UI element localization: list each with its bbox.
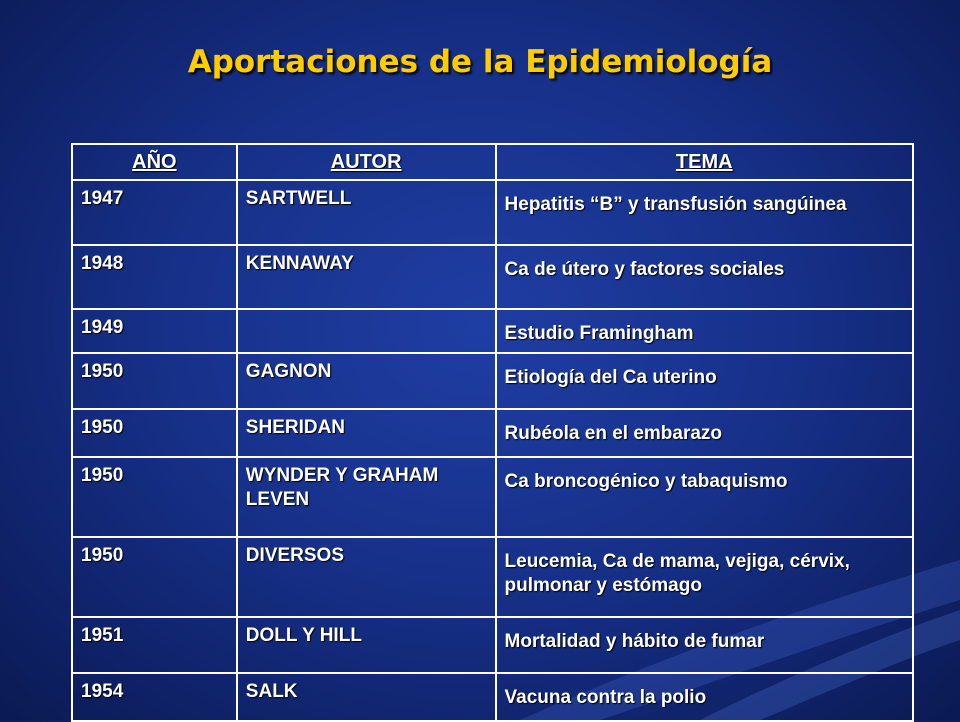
year-cell: 1950	[72, 353, 237, 409]
topic-cell: Ca de útero y factores sociales	[496, 245, 913, 309]
table-row	[72, 537, 913, 617]
author-cell: GAGNON	[237, 353, 496, 409]
topic-cell: Etiología del Ca uterino	[496, 353, 913, 409]
year-cell: 1949	[72, 309, 237, 353]
page-title: Aportaciones de la Epidemiología	[187, 44, 773, 80]
topic-cell: Leucemia, Ca de mama, vejiga, cérvix, pulmonar y estómago	[496, 537, 913, 617]
table-row	[72, 409, 913, 457]
topic-cell: Rubéola en el embarazo	[496, 409, 913, 457]
year-cell: 1951	[72, 617, 237, 673]
topic-cell: Mortalidad y hábito de fumar	[496, 617, 913, 673]
year-cell: 1948	[72, 245, 237, 309]
table-row	[72, 457, 913, 537]
topic-cell: Ca broncogénico y tabaquismo	[496, 457, 913, 537]
table-row	[72, 353, 913, 409]
year-cell: 1950	[72, 409, 237, 457]
topic-cell: Vacuna contra la polio	[496, 673, 913, 721]
author-cell: KENNAWAY	[237, 245, 496, 309]
author-cell: DIVERSOS	[237, 537, 496, 617]
contributions-table	[71, 143, 914, 722]
year-cell: 1950	[72, 457, 237, 537]
author-cell: WYNDER Y GRAHAM LEVEN	[237, 457, 496, 537]
table-row	[72, 180, 913, 245]
table-row	[72, 617, 913, 673]
column-header-year: AÑO	[72, 144, 237, 180]
year-cell: 1947	[72, 180, 237, 245]
column-header-author: AUTOR	[237, 144, 496, 180]
author-cell	[237, 309, 496, 353]
author-cell: DOLL Y HILL	[237, 617, 496, 673]
author-cell: SALK	[237, 673, 496, 721]
year-cell: 1950	[72, 537, 237, 617]
topic-cell: Hepatitis “B” y transfusión sangúinea	[496, 180, 913, 245]
table-header-row	[72, 144, 913, 180]
author-cell: SARTWELL	[237, 180, 496, 245]
table-row	[72, 245, 913, 309]
topic-cell: Estudio Framingham	[496, 309, 913, 353]
year-cell: 1954	[72, 673, 237, 721]
author-cell: SHERIDAN	[237, 409, 496, 457]
table-row	[72, 673, 913, 721]
table-row	[72, 309, 913, 353]
column-header-topic: TEMA	[496, 144, 913, 180]
